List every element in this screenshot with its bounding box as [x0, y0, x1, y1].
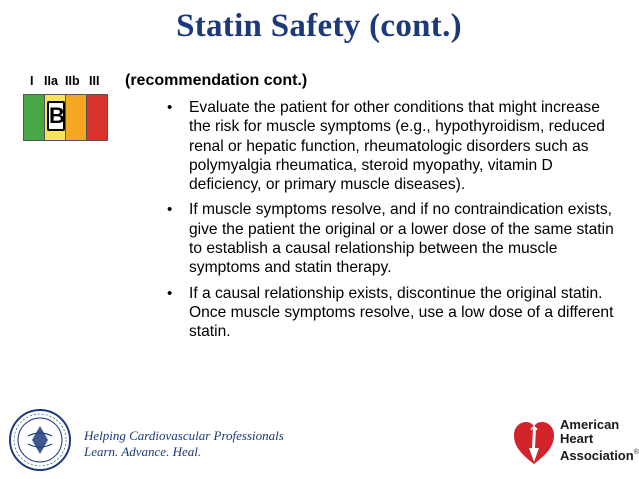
cor-label-iii: III	[89, 74, 100, 88]
aha-wordmark	[560, 418, 639, 463]
cor-label-i: I	[30, 74, 34, 88]
aha-logo	[512, 417, 639, 468]
cor-box-iib	[66, 95, 87, 140]
bullet-icon: •	[167, 284, 173, 302]
bullet-item	[167, 98, 619, 194]
bullet-text: If a causal relationship exists, discontinue the original statin. Once muscle symptoms resolve, use a low dose of a different statin.	[189, 284, 614, 341]
bullet-item	[167, 200, 619, 277]
aha-line-3-text: Association	[560, 448, 634, 463]
slide-title: Statin Safety (cont.)	[176, 8, 462, 44]
cor-box-iia	[45, 95, 66, 140]
cor-box-iii	[87, 95, 107, 140]
aha-heart-torch-icon	[512, 418, 556, 468]
bullet-icon: •	[167, 201, 173, 219]
bullet-text: Evaluate the patient for other conditions that might increase the risk for muscle symptoms (e.g., hypothyroidism, reduced renal or hepatic function, rheumatologic disorders such as polymyalgia rheumatica, steroid myopathy, vitamin D deficiency, or primary muscle diseases).	[189, 99, 605, 194]
class-of-recommendation-boxes	[23, 94, 108, 141]
bullet-item	[167, 284, 619, 342]
acc-seal-icon	[8, 408, 72, 472]
class-of-recommendation-labels	[30, 74, 99, 88]
subheading: (recommendation cont.)	[125, 72, 308, 89]
aha-line-3	[560, 446, 639, 463]
cor-box-i	[24, 95, 45, 140]
bullet-icon: •	[167, 99, 173, 116]
aha-line-1: American	[560, 417, 620, 432]
tagline-line-1: Helping Cardiovascular Professionals	[84, 428, 284, 443]
cor-label-iia: IIa	[44, 74, 58, 88]
acc-tagline	[84, 428, 284, 460]
tagline-line-2: Learn. Advance. Heal.	[84, 444, 202, 459]
aha-line-2: Heart	[560, 431, 594, 446]
level-of-evidence-badge: B	[47, 101, 65, 131]
bullet-list	[167, 98, 619, 348]
cor-label-iib: IIb	[65, 74, 80, 88]
registered-mark: ®	[633, 449, 639, 456]
bullet-text: If muscle symptoms resolve, and if no contraindication exists, give the patient the original or a lower dose of the same statin to establish a causal relationship between the muscle symptoms and statin therapy.	[189, 201, 614, 277]
